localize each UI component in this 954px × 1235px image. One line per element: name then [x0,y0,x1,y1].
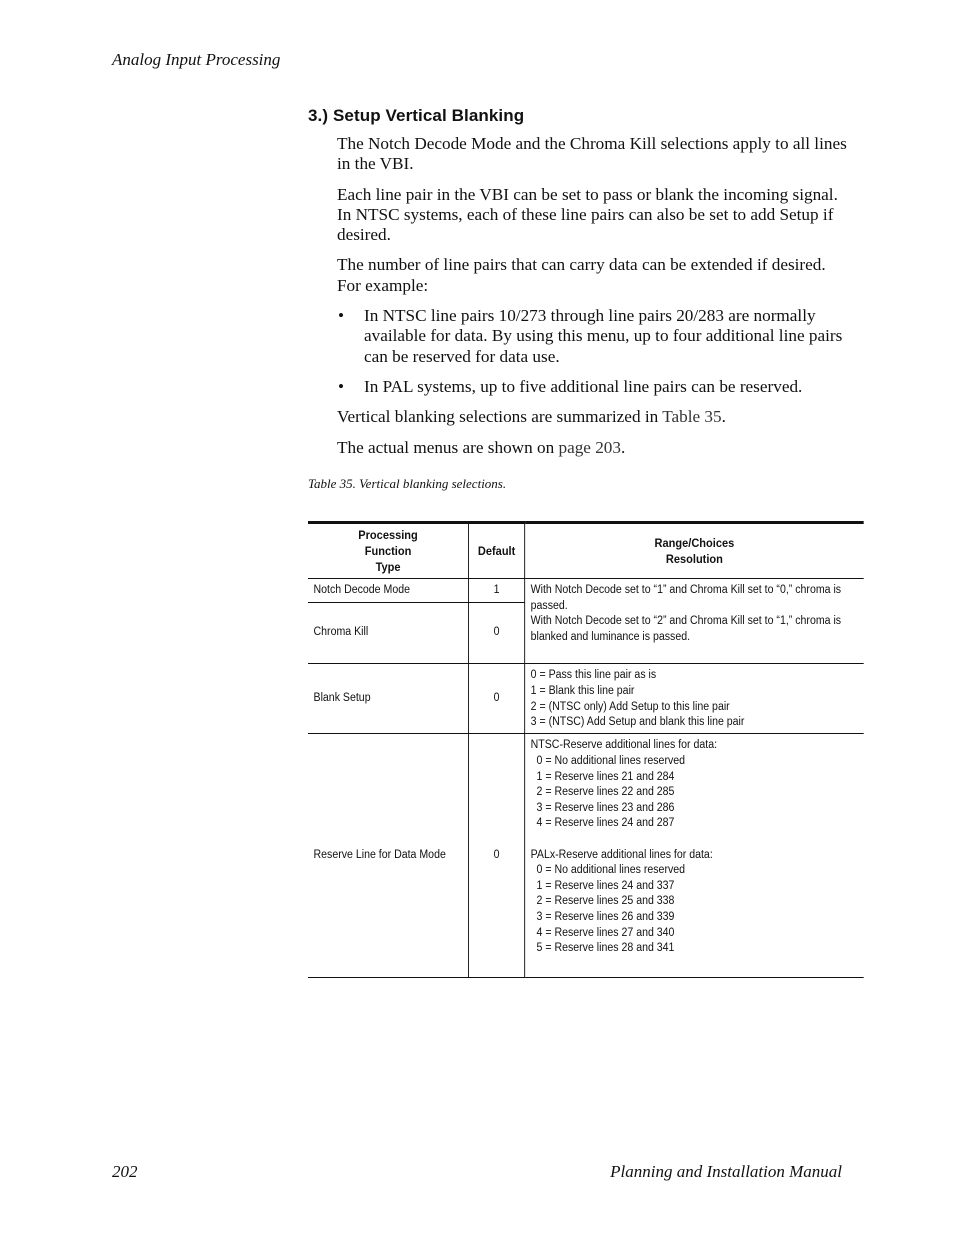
cell-function: Chroma Kill [308,603,469,664]
paragraph: The number of line pairs that can carry data can be extended if desired. For example: [337,255,826,295]
menus-prefix: The actual menus are shown on [337,437,559,457]
list-item [337,377,849,397]
cell-default: 0 [469,734,525,977]
summary-prefix: Vertical blanking selections are summarized in [337,407,663,427]
cell-default: 1 [469,579,525,603]
table-row [308,734,864,977]
bullet-icon: • [338,376,345,396]
cell-function: Blank Setup [308,664,469,734]
section-title: 3.) Setup Vertical Blanking [308,106,525,125]
body-text [337,134,849,468]
cell-range-notch-chroma: With Notch Decode set to “1” and Chroma Kill set to “0,” chroma is passed. With Notch Decode set to “2” and Chroma Kill set to “1,” chroma is blanked and luminance is passed. [525,579,864,664]
page-number: 202 [112,1162,138,1181]
cell-default: 0 [469,603,525,664]
header-default: Default [469,523,525,579]
running-head: Analog Input Processing [112,50,281,69]
header-function: Processing Function Type [308,523,469,579]
cell-function: Notch Decode Mode [308,579,469,603]
list-item-text: In PAL systems, up to five additional line pairs can be reserved. [364,376,803,396]
header-range: Range/Choices Resolution [525,523,864,579]
paragraph: The Notch Decode Mode and the Chroma Kill selections apply to all lines in the VBI. [337,134,847,174]
bullet-icon: • [338,306,345,326]
list-item-text: In NTSC line pairs 10/273 through line pairs 20/283 are normally available for data. By using this menu, up to four additional line pairs can be reserved for data use. [364,306,843,366]
bullet-list [337,306,849,397]
vertical-blanking-table [308,521,864,978]
table-35-link[interactable]: Table 35 [662,407,722,427]
manual-title: Planning and Installation Manual [610,1162,842,1181]
menus-paragraph [337,438,849,458]
cell-range-blank-setup: 0 = Pass this line pair as is 1 = Blank this line pair 2 = (NTSC only) Add Setup to this line pair 3 = (NTSC) Add Setup and blank this line pair [525,664,864,734]
table-header-row [308,523,864,579]
cell-function: Reserve Line for Data Mode [308,734,469,977]
summary-suffix: . [721,407,726,427]
cell-range-reserve-line: NTSC-Reserve additional lines for data: 0 = No additional lines reserved 1 = Reserve lines 21 and 284 2 = Reserve lines 22 and 285 3 = Reserve lines 23 and 286 4 = Reserve lines 24 and 287 PALx-Reserve additional lines for data: 0 = No additional lines reserved 1 = Reserve lines 24 and 337 2 = Reserve lines 25 and 338 3 = Reserve lines 26 and 339 4 = Reserve lines 27 and 340 5 = Reserve lines 28 and 341 [525,734,864,977]
table-row [308,579,864,603]
list-item [337,306,849,367]
table-caption: Table 35. Vertical blanking selections. [308,476,507,491]
spacer [531,832,859,848]
menus-suffix: . [621,437,626,457]
paragraph: Each line pair in the VBI can be set to pass or blank the incoming signal. In NTSC systems, each of these line pairs can also be set to add Setup if desired. [337,184,838,245]
summary-paragraph [337,407,849,427]
page-203-link[interactable]: page 203 [558,437,621,457]
table-row [308,664,864,734]
cell-default: 0 [469,664,525,734]
